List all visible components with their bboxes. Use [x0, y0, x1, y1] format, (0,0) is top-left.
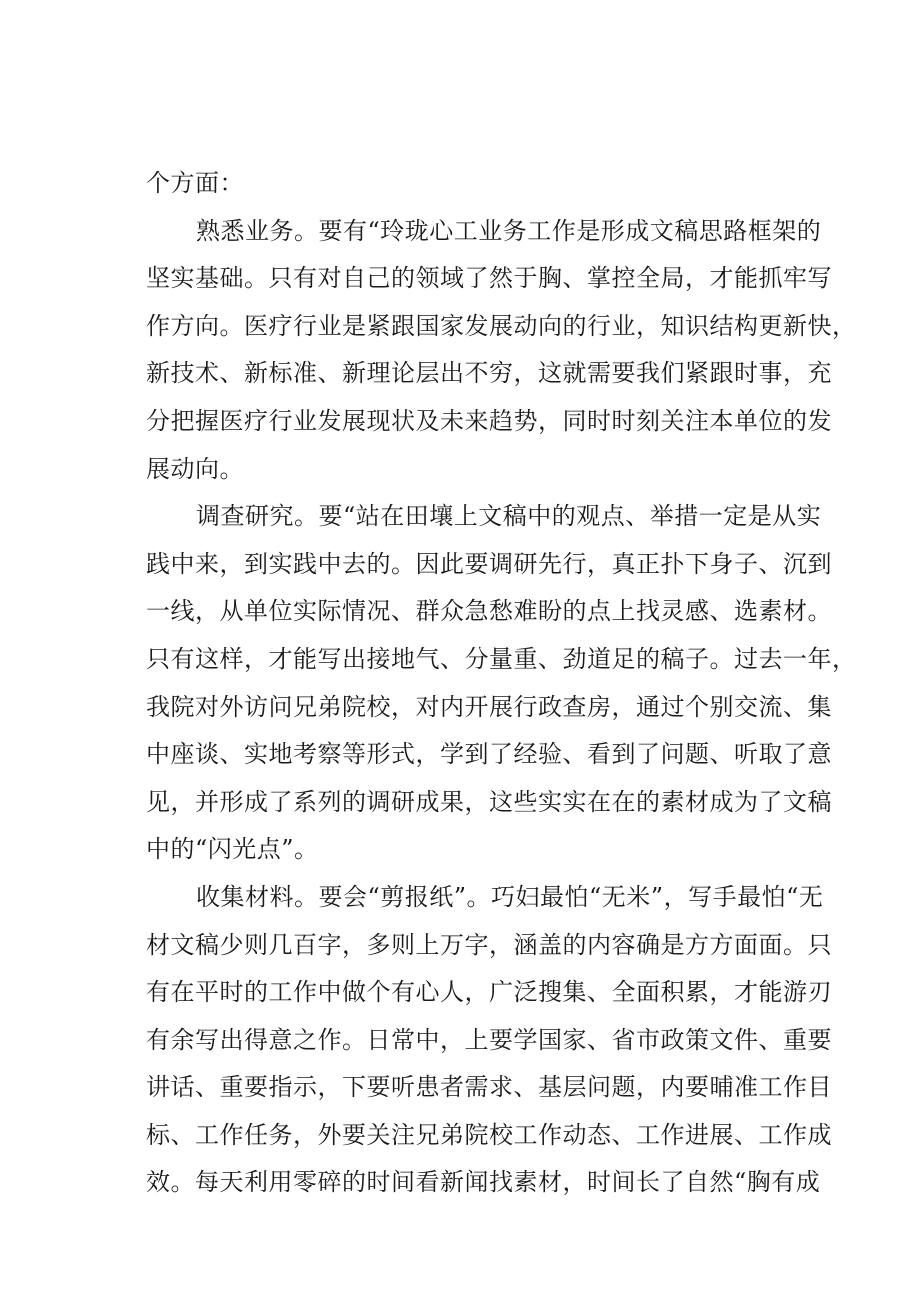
text-line: 材文稿少则几百字，多则上万字，涵盖的内容确是方方面面。只 [146, 930, 832, 959]
body-text [146, 160, 857, 1207]
text-line: 有在平时的工作中做个有心人，广泛搜集、全面积累，才能游刃 [146, 978, 832, 1007]
text-line: 践中来，到实践中去的。因此要调研先行，真正扑下身子、沉到 [146, 549, 832, 578]
text-line: 新技术、新标准、新理论层出不穷，这就需要我们紧跟时事，充 [146, 359, 832, 388]
paragraph-first-line: 调查研究。要“站在田壤上文稿中的观点、举措一定是从实 [196, 502, 822, 531]
text-line: 效。每天利用零碎的时间看新闻找素材，时间长了自然“胸有成 [146, 1168, 821, 1197]
text-line: 个方面： [146, 169, 244, 197]
text-line: 讲话、重要指示，下要听患者需求、基层问题，内要晡准工作目 [146, 1073, 832, 1102]
text-line: 只有这样，才能写出接地气、分量重、劲道足的稿子。过去一年， [146, 644, 857, 673]
text-line: 作方向。医疗行业是紧跟国家发展动向的行业，知识结构更新快， [146, 311, 857, 340]
paragraph-first-line: 熟悉业务。要有“玲珑心工业务工作是形成文稿思路框架的 [196, 216, 822, 245]
text-line: 标、工作任务，外要关注兄弟院校工作动态、工作进展、工作成 [146, 1120, 832, 1149]
text-line: 分把握医疗行业发展现状及未来趋势，同时时刻关注本单位的发 [146, 406, 832, 435]
text-line: 我院对外访问兄弟院校，对内开展行政查房，通过个别交流、集 [146, 692, 832, 721]
text-line: 展动向。 [146, 454, 244, 483]
text-line: 中座谈、实地考察等形式，学到了经验、看到了问题、听取了意 [146, 740, 832, 769]
text-line: 坚实基础。只有对自己的领域了然于胸、掌控全局，才能抓牢写 [146, 264, 832, 293]
text-line: 中的“闪光点”。 [146, 835, 319, 864]
text-line: 有余写出得意之作。日常中，上要学国家、省市政策文件、重要 [146, 1025, 832, 1054]
text-line: 一线，从单位实际情况、群众急愁难盼的点上找灵感、选素材。 [146, 597, 832, 626]
paragraph-first-line: 收集材料。要会“剪报纸”。巧妇最怕“无米”，写手最怕“无 [196, 882, 824, 911]
text-line: 见，并形成了系列的调研成果，这些实实在在的素材成为了文稿 [146, 787, 832, 816]
